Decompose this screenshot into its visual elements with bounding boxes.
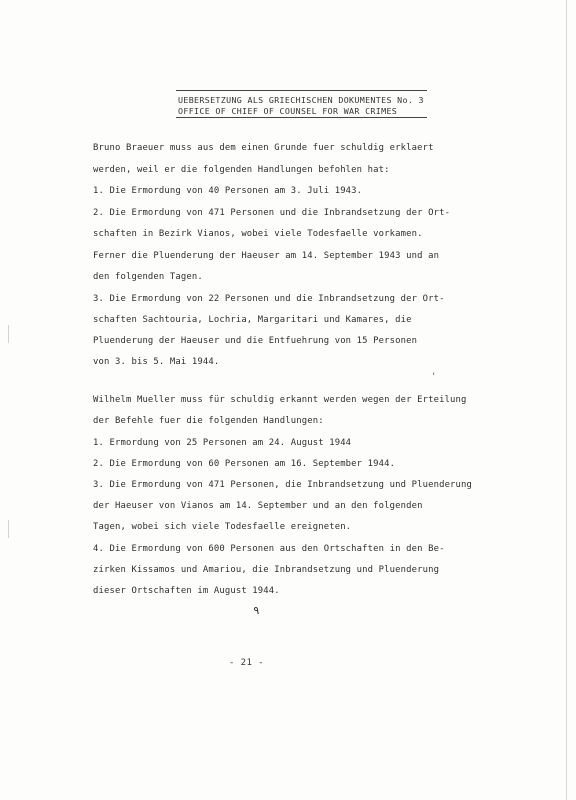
handwritten-mark: ٩	[253, 604, 260, 617]
stray-mark: '	[431, 372, 437, 382]
list-item-line: Tagen, wobei sich viele Todesfaelle ereigneten.	[93, 522, 352, 532]
page-number: - 21 -	[229, 658, 264, 668]
list-item-line: den folgenden Tagen.	[93, 272, 203, 282]
list-item-line: zirken Kissamos und Amariou, die Inbrandsetzung und Pluenderung	[93, 565, 440, 575]
body-text-line: werden, weil er die folgenden Handlungen befohlen hat:	[93, 165, 390, 175]
header-top-rule	[176, 90, 427, 91]
list-item-line: 1. Ermordung von 25 Personen am 24. August 1944	[93, 438, 352, 448]
list-item-line: 4. Die Ermordung von 600 Personen aus den Ortschaften in den Be-	[93, 544, 445, 554]
list-item-line: 1. Die Ermordung von 40 Personen am 3. Juli 1943.	[93, 186, 363, 196]
header-bottom-rule	[176, 117, 427, 118]
header-office-line: OFFICE OF CHIEF OF COUNSEL FOR WAR CRIMES	[178, 106, 398, 116]
list-item-line: Pluenderung der Haeuser und die Entfuehrung von 15 Personen	[93, 336, 418, 346]
page-fold-line	[566, 0, 567, 800]
list-item-line: 3. Die Ermordung von 471 Personen, die Inbrandsetzung und Pluenderung	[93, 480, 473, 490]
punch-hole-mark	[8, 325, 14, 343]
list-item-line: dieser Ortschaften im August 1944.	[93, 586, 280, 596]
list-item-line: 3. Die Ermordung von 22 Personen und die Inbrandsetzung der Ort-	[93, 294, 445, 304]
list-item-line: 2. Die Ermordung von 60 Personen am 16. September 1944.	[93, 459, 396, 469]
list-item-line: schaften Sachtouria, Lochria, Margaritari und Kamares, die	[93, 315, 412, 325]
body-text-line: der Befehle fuer die folgenden Handlungen:	[93, 416, 324, 426]
list-item-line: der Haeuser von Vianos am 14. September und an den folgenden	[93, 501, 423, 511]
punch-hole-mark	[8, 520, 14, 538]
body-text-line: Wilhelm Mueller muss für schuldig erkannt werden wegen der Erteilung	[93, 395, 467, 405]
list-item-line: Ferner die Pluenderung der Haeuser am 14. September 1943 und an	[93, 251, 440, 261]
header-title-line: UEBERSETZUNG ALS GRIECHISCHEN DOKUMENTES No. 3	[178, 95, 424, 105]
list-item-line: 2. Die Ermordung von 471 Personen und die Inbrandsetzung der Ort-	[93, 208, 451, 218]
list-item-line: schaften in Bezirk Vianos, wobei viele Todesfaelle vorkamen.	[93, 229, 423, 239]
list-item-line: von 3. bis 5. Mai 1944.	[93, 357, 220, 367]
body-text-line: Bruno Braeuer muss aus dem einen Grunde fuer schuldig erklaert	[93, 143, 434, 153]
